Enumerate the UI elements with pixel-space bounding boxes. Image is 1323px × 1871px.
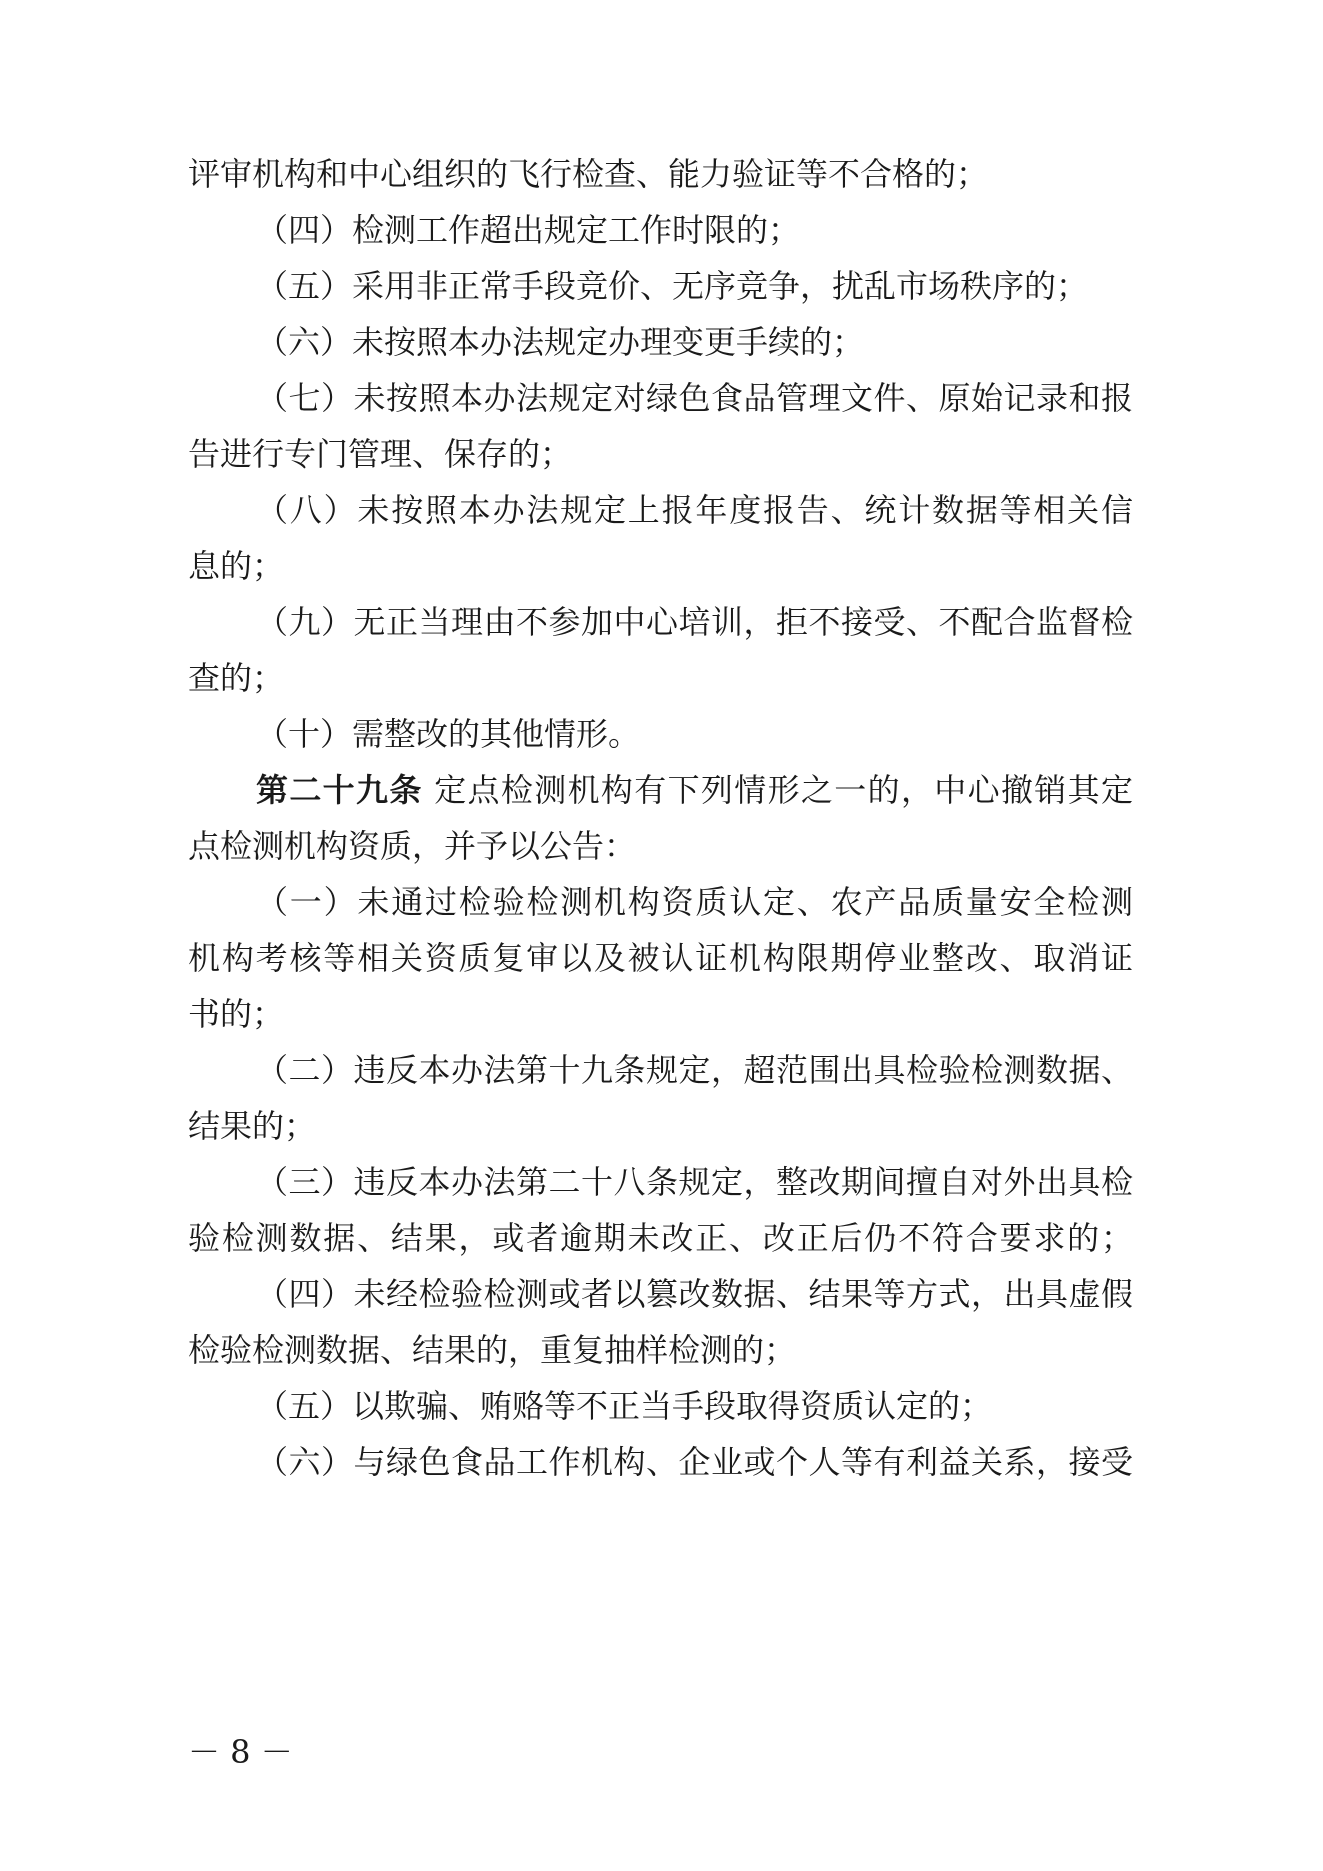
text-line <box>188 1102 1133 1150</box>
line-text: （九）无正当理由不参加中心培训，拒不接受、不配合监督检 <box>256 603 1133 641</box>
text-line <box>256 318 1133 366</box>
line-text: 查的； <box>188 659 285 697</box>
line-text: （六）未按照本办法规定办理变更手续的； <box>256 323 865 361</box>
line-text: （三）违反本办法第二十八条规定，整改期间擅自对外出具检 <box>256 1163 1133 1201</box>
text-line <box>188 150 1133 198</box>
text-line <box>256 374 1133 422</box>
line-text: （八）未按照本办法规定上报年度报告、统计数据等相关信 <box>256 491 1133 529</box>
text-line <box>188 1214 1133 1262</box>
line-text: （六）与绿色食品工作机构、企业或个人等有利益关系，接受 <box>256 1443 1133 1481</box>
page-number: － 8 － <box>188 1733 293 1771</box>
line-text: （四）检测工作超出规定工作时限的； <box>256 211 801 249</box>
line-text: 评审机构和中心组织的飞行检查、能力验证等不合格的； <box>188 155 989 193</box>
text-line <box>188 1326 1133 1374</box>
text-line <box>256 710 1133 758</box>
line-text: 点检测机构资质，并予以公告： <box>188 827 637 865</box>
line-text: 机构考核等相关资质复审以及被认证机构限期停业整改、取消证 <box>188 939 1133 977</box>
line-text: 告进行专门管理、保存的； <box>188 435 573 473</box>
text-line <box>256 1046 1133 1094</box>
text-line <box>188 822 1133 870</box>
line-text: 书的； <box>188 995 285 1033</box>
text-line <box>256 486 1133 534</box>
line-text: 定点检测机构有下列情形之一的，中心撤销其定 <box>422 771 1133 809</box>
article-heading-line <box>256 766 1133 814</box>
line-text: （七）未按照本办法规定对绿色食品管理文件、原始记录和报 <box>256 379 1133 417</box>
text-line <box>256 262 1133 310</box>
line-text: 息的； <box>188 547 285 585</box>
text-line <box>188 934 1133 982</box>
text-line <box>256 1270 1133 1318</box>
text-line <box>256 1158 1133 1206</box>
text-line <box>188 542 1133 590</box>
line-text: （五）采用非正常手段竞价、无序竞争，扰乱市场秩序的； <box>256 267 1089 305</box>
line-text: （二）违反本办法第十九条规定，超范围出具检验检测数据、 <box>256 1051 1133 1089</box>
text-line <box>188 430 1133 478</box>
text-line <box>256 1382 1133 1430</box>
text-line <box>256 598 1133 646</box>
text-line <box>256 1438 1133 1486</box>
text-line <box>256 878 1133 926</box>
line-text: 验检测数据、结果，或者逾期未改正、改正后仍不符合要求的； <box>188 1219 1133 1257</box>
line-text: （一）未通过检验检测机构资质认定、农产品质量安全检测 <box>256 883 1133 921</box>
line-text: （十）需整改的其他情形。 <box>256 715 641 753</box>
line-text: （四）未经检验检测或者以篡改数据、结果等方式，出具虚假 <box>256 1275 1133 1313</box>
line-text: （五）以欺骗、贿赂等不正当手段取得资质认定的； <box>256 1387 993 1425</box>
article-number: 第二十九条 <box>256 771 423 809</box>
text-line <box>188 990 1133 1038</box>
text-line <box>188 654 1133 702</box>
line-text: 检验检测数据、结果的，重复抽样检测的； <box>188 1331 797 1369</box>
text-line <box>256 206 1133 254</box>
line-text: 结果的； <box>188 1107 317 1145</box>
